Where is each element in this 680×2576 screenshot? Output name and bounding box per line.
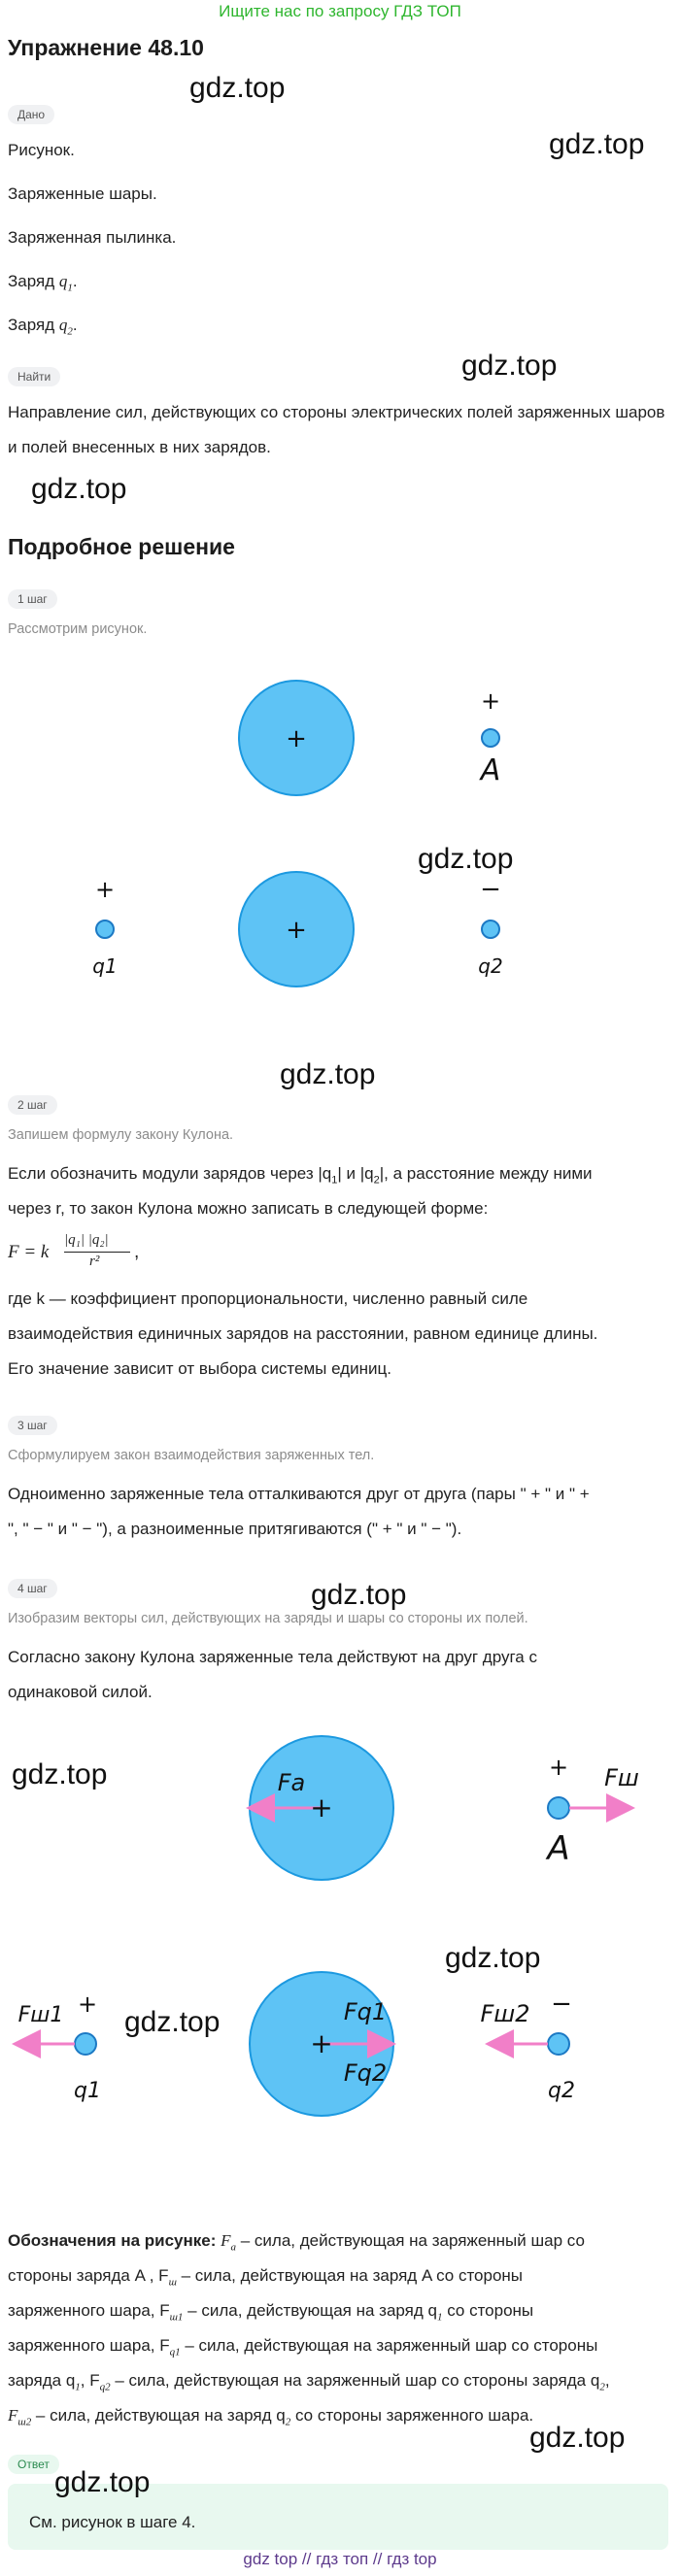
legend-line-5: заряда $q_1$, $F_{q2}$ – сила, действующая на заряженный шар со стороны заряда $q_2$, [8,2371,610,2393]
watermark: gdz.top [529,2422,626,2454]
step4-line-2: одинаковой силой. [8,1683,153,1701]
charge-a-label: A [480,753,501,787]
step3-subtitle: Сформулируем закон взаимодействия заряженных тел. [8,1448,375,1463]
step2-expl-3: Его значение зависит от выбора системы единиц. [8,1359,391,1378]
watermark: gdz.top [189,72,286,104]
solution-title: Подробное решение [8,534,235,559]
step3-chip: 3 шаг [8,1416,57,1435]
top-ball-plus: + [310,1791,333,1823]
q2-minus: − [480,875,501,904]
step2-subtitle: Запишем формулу закону Кулона. [8,1127,234,1143]
fq1-label: Fq1 [343,1998,388,2025]
legend-line-4: заряженного шара, $F_{q1}$ – сила, действующая на заряженный шар со стороны [8,2336,598,2359]
footer-links[interactable]: gdz top // гдз топ // гдз top [243,2550,437,2568]
step2-chip: 2 шаг [8,1095,57,1115]
q1-label: q1 [92,954,118,978]
q1-dot [75,2033,96,2055]
legend-line-6: $F_{ш2}$ – сила, действующая на заряд $q_2$ со стороны заряженного шара. [8,2406,534,2428]
step4-line-1: Согласно закону Кулона заряженные тела действуют на друг друга с [8,1648,537,1666]
diagram-step1 [0,660,680,1010]
answer-text: См. рисунок в шаге 4. [29,2513,196,2531]
promo-banner[interactable]: Ищите нас по запросу ГДЗ ТОП [219,2,461,20]
step2-line-2: через r, то закон Кулона можно записать в следующей форме: [8,1199,489,1218]
watermark: gdz.top [31,473,127,505]
step3-line-1: Одноименно заряженные тела отталкиваются друг от друга (пары " + " и " + [8,1485,590,1503]
watermark: gdz.top [12,1758,108,1790]
q2-dot [482,920,499,938]
q1-label: q1 [74,2079,101,2103]
watermark: gdz.top [280,1058,376,1090]
bottom-ball-plus: + [310,2027,333,2059]
watermark: gdz.top [445,1942,541,1974]
charge-a-plus: + [548,1754,569,1781]
given-line-3: Заряженная пылинка. [8,228,177,247]
watermark: gdz.top [124,2006,221,2038]
page-title: Упражнение 48.10 [8,35,204,60]
charge-a-dot [482,729,499,747]
q2-label: q2 [478,954,503,978]
fsh1-label: Fш1 [17,2003,64,2027]
find-chip: Найти [8,367,60,386]
charge-a-plus: + [480,687,501,715]
watermark: gdz.top [549,128,645,160]
watermark: gdz.top [311,1579,407,1611]
step4-chip: 4 шаг [8,1579,57,1598]
legend-line-3: заряженного шара, $F_{ш1}$ – сила, действующая на заряд $q_1$ со стороны [8,2301,534,2324]
given-line-1: Рисунок. [8,141,75,159]
fa-label: Fa [277,1769,306,1796]
q2-label: q2 [548,2079,575,2103]
answer-chip: Ответ [8,2455,59,2474]
q2-minus: − [551,1990,572,2019]
q1-plus: + [77,1991,98,2018]
q1-dot [96,920,114,938]
given-chip: Дано [8,105,54,124]
q1-plus: + [94,876,116,903]
legend-line-1: Обозначения на рисунке: $F_a$ – сила, действующая на заряженный шар со [8,2231,585,2254]
given-line-q1: Заряд $q_1$. [8,272,78,294]
step4-subtitle: Изобразим векторы сил, действующих на заряды и шары со стороны их полей. [8,1611,528,1626]
watermark: gdz.top [54,2466,151,2498]
legend-line-2: стороны заряда A , $F_ш$ – сила, действующая на заряд A со стороны [8,2266,524,2289]
step2-line-1: Если обозначить модули зарядов через $|q_1|$ и $|q_2|$, а расстояние между ними [8,1164,593,1187]
step2-expl-2: взаимодействия единичных зарядов на расстоянии, равном единице длины. [8,1324,598,1343]
watermark: gdz.top [461,350,558,382]
q2-dot [548,2033,569,2055]
step1-chip: 1 шаг [8,589,57,609]
charge-a-dot [548,1797,569,1819]
given-line-2: Заряженные шары. [8,184,157,203]
fsh2-label: Fш2 [480,2000,530,2027]
given-line-q2: Заряд $q_2$. [8,316,78,338]
charge-a-label: A [547,1829,570,1868]
watermark: gdz.top [418,843,514,875]
fq2-label: Fq2 [343,2059,388,2087]
step2-expl-1: где k — коэффициент пропорциональности, численно равный силе [8,1289,528,1308]
step1-subtitle: Рассмотрим рисунок. [8,621,148,637]
top-ball-plus: + [286,724,307,753]
bottom-ball-plus: + [286,916,307,945]
find-text: Направление сил, действующих со стороны электрических полей заряженных шаров и полей внесенных в них зарядов. [8,403,665,456]
step3-line-2: ", " − " и " − "), а разноименные притягиваются (" + " и " − "). [8,1520,462,1538]
fsh-label: Fш [604,1764,639,1791]
